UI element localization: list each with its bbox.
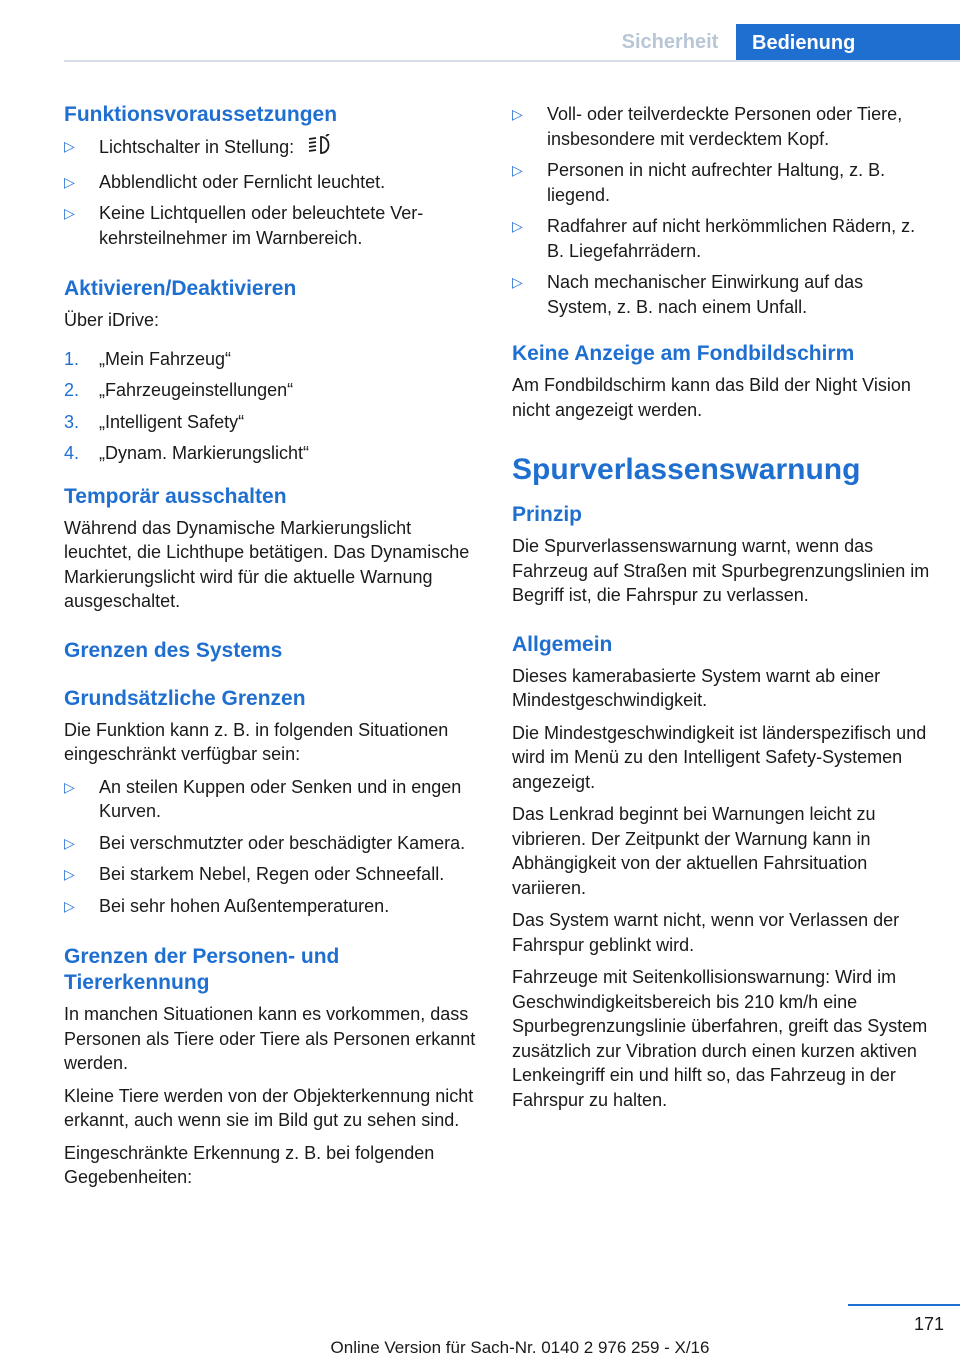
paragraph: Die Funktion kann z. B. in folgenden Situationen eingeschränkt verfügbar sein: xyxy=(64,719,449,764)
heading-grundsaetzlich: Grundsätzliche Grenzen xyxy=(64,686,306,710)
triangle-bullet-icon: ▷ xyxy=(64,173,75,190)
detection-list xyxy=(512,102,930,319)
list-item: ▷ Radfahrer auf nicht herkömmlichen Rädern, z. B. Liegefahrrädern. xyxy=(512,216,916,261)
paragraph: Dieses kamerabasierte System warnt ab einer Mindestgeschwindigkeit. xyxy=(512,665,881,710)
steps-list xyxy=(64,347,482,466)
triangle-bullet-icon: ▷ xyxy=(512,218,523,234)
left-column xyxy=(64,102,482,1198)
limits-list xyxy=(64,775,482,919)
paragraph: Während das Dynamische Markierungslicht leuchtet, die Lichthupe betätigen. Das Dynamische Markierungslicht wird für die aktuelle Warnung ausgeschaltet. xyxy=(64,517,470,611)
heading-prinzip: Prinzip xyxy=(512,503,583,526)
step-item: 3. „Intelligent Safety“ xyxy=(64,411,245,432)
list-item: ▷ Bei verschmutzter oder beschädigter Kamera. xyxy=(64,831,482,856)
heading-funktionsvoraussetzungen: Funktionsvoraussetzungen xyxy=(64,103,338,126)
triangle-bullet-icon: ▷ xyxy=(512,106,523,122)
tab-sicherheit[interactable]: Sicherheit xyxy=(621,30,719,53)
heading-allgemein: Allgemein xyxy=(512,632,613,656)
list-item: ▷ Voll- oder teilverdeckte Personen oder Tiere, insbesondere mit verdecktem Kopf. xyxy=(512,104,903,149)
list-item: ▷ Keine Lichtquellen oder beleuchtete Verkehrsteilnehmer im Warnbereich. xyxy=(64,203,424,248)
footer-rule xyxy=(848,1304,960,1306)
light-switch-icon xyxy=(307,134,335,163)
list-item: ▷ An steilen Kuppen oder Senken und in engen Kurven. xyxy=(64,776,462,821)
paragraph: In manchen Situationen kann es vorkommen, dass Personen als Tiere oder Tiere als Personen erkannt werden. xyxy=(64,1004,476,1073)
paragraph: Fahrzeuge mit Seitenkollisionswarnung: Wird im Geschwindigkeitsbereich bis 210 km/h eine Spurbegrenzungslinie überfahren, greift das System zusätzlich zur Vibration durch einen kurzen aktiven Lenkeingriff ein und hilft so, das Fahrzeug in der Fahrspur zu halten. xyxy=(512,967,928,1110)
header-rule xyxy=(64,60,960,62)
step-item: 2. „Fahrzeugeinstellungen“ xyxy=(64,380,294,400)
intro-text: Über iDrive: xyxy=(64,310,160,330)
list-item: ▷ Nach mechanischer Einwirkung auf das System, z. B. nach einem Unfall. xyxy=(512,272,864,317)
list-item: ▷ Abblendlicht oder Fernlicht leuchtet. xyxy=(64,170,482,195)
heading-personen: Grenzen der Personen- und Tiererkennung xyxy=(64,945,340,994)
triangle-bullet-icon: ▷ xyxy=(64,866,75,882)
heading-spurverlassenswarnung: Spurverlassenswarnung xyxy=(512,453,861,486)
heading-fondbild: Keine Anzeige am Fondbildschirm xyxy=(512,342,855,365)
heading-aktivieren: Aktivieren/Deaktivieren xyxy=(64,277,297,300)
triangle-bullet-icon: ▷ xyxy=(512,274,523,290)
heading-temporaer: Temporär ausschalten xyxy=(64,484,287,508)
triangle-bullet-icon: ▷ xyxy=(512,162,523,178)
paragraph: Am Fondbildschirm kann das Bild der Night Vision nicht angezeigt werden. xyxy=(512,375,911,420)
step-item: 1. „Mein Fahrzeug“ xyxy=(64,348,232,369)
paragraph: Das System warnt nicht, wenn vor Verlassen der Fahrspur geblinkt wird. xyxy=(512,910,900,955)
list-item: ▷ Bei sehr hohen Außentemperaturen. xyxy=(64,894,482,919)
paragraph: Die Spurverlassenswarnung warnt, wenn das Fahrzeug auf Straßen mit Spurbegrenzungslinien im Begriff ist, die Fahrspur zu verlassen. xyxy=(512,536,930,605)
triangle-bullet-icon: ▷ xyxy=(64,205,75,221)
step-item: 4. „Dynam. Markierungslicht“ xyxy=(64,443,310,463)
paragraph: Eingeschränkte Erkennung z. B. bei folgenden Gegebenheiten: xyxy=(64,1142,435,1187)
right-column xyxy=(512,102,930,1120)
triangle-bullet-icon: ▷ xyxy=(64,897,75,914)
footer-version: Online Version für Sach-Nr. 0140 2 976 259 - X/16 xyxy=(330,1338,710,1357)
paragraph: Das Lenkrad beginnt bei Warnungen leicht zu vibrieren. Der Zeitpunkt der Warnung kann in Abhängigkeit von der aktuellen Fahrsituation variieren. xyxy=(512,804,876,898)
list-item: ▷ Personen in nicht aufrechter Haltung, z. B. liegend. xyxy=(512,160,886,205)
list-item: ▷ Bei starkem Nebel, Regen oder Schneefall. xyxy=(64,862,482,887)
triangle-bullet-icon: ▷ xyxy=(64,778,75,795)
triangle-bullet-icon: ▷ xyxy=(64,138,75,154)
paragraph: Die Mindestgeschwindigkeit ist länderspezifisch und wird im Menü zu den Intelligent Safety-Systemen angezeigt. xyxy=(512,722,927,792)
tab-bedienung[interactable]: Bedienung xyxy=(736,24,960,62)
triangle-bullet-icon: ▷ xyxy=(64,834,75,851)
heading-grenzen: Grenzen des Systems xyxy=(64,638,283,662)
list-item: ▷ Lichtschalter in Stellung: xyxy=(64,134,482,163)
requirements-list xyxy=(64,134,482,250)
paragraph: Kleine Tiere werden von der Objekterkennung nicht erkannt, auch wenn sie im Bild gut zu sehen sind. xyxy=(64,1085,474,1130)
page-number: 171 xyxy=(913,1314,944,1334)
